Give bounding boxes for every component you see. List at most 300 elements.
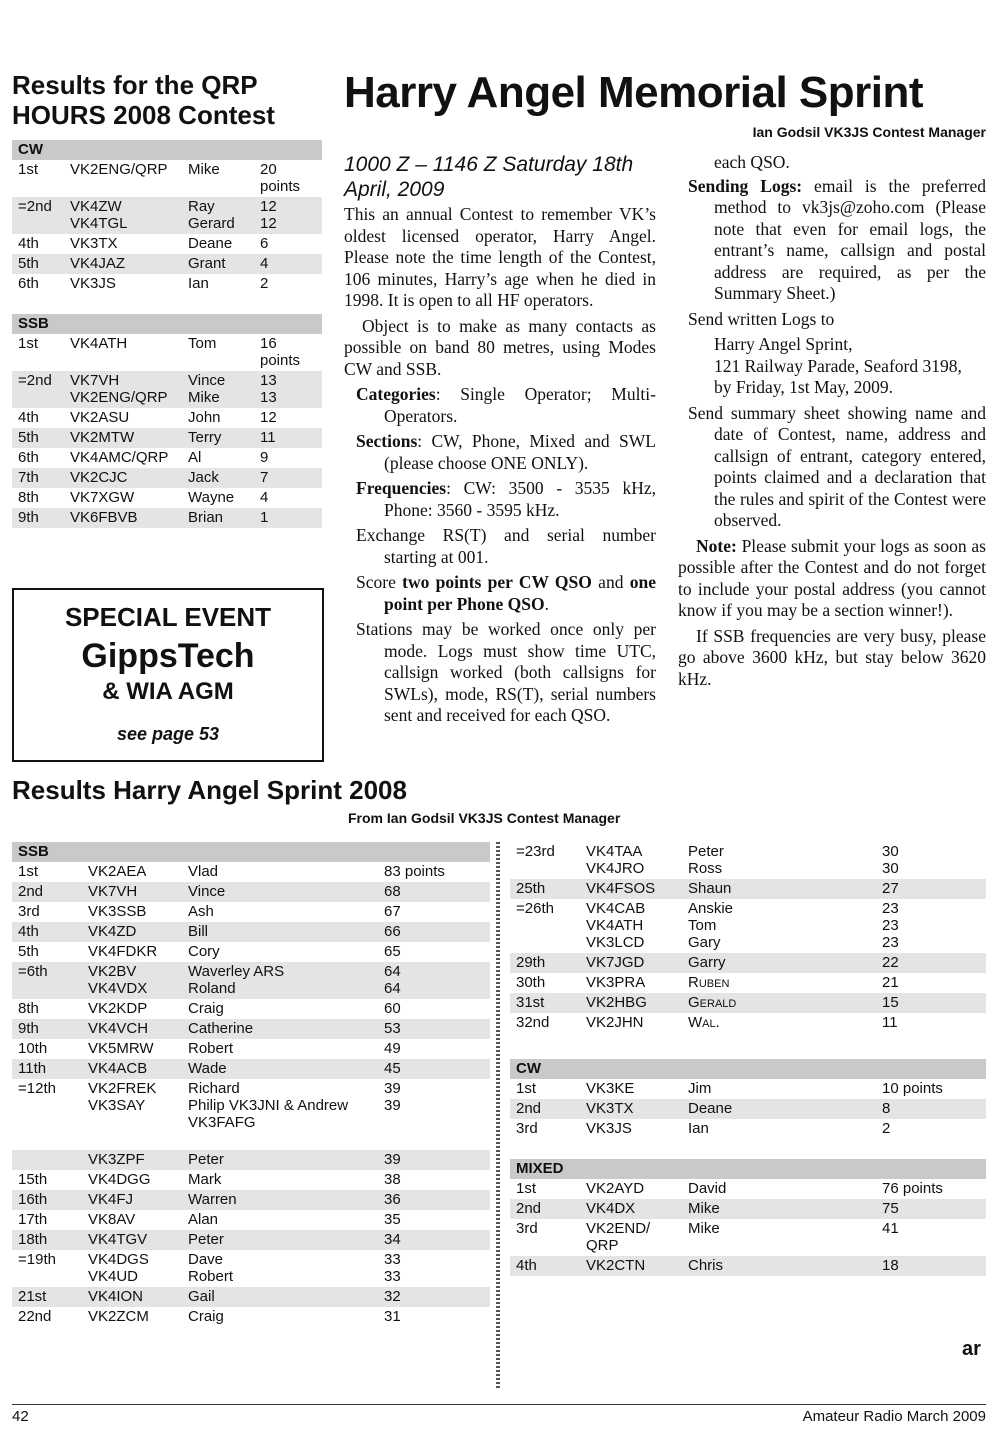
article-byline: Ian Godsil VK3JS Contest Manager: [752, 124, 986, 140]
callsign-cell: [70, 371, 188, 408]
callsign: VK4FDKR: [88, 943, 158, 960]
name: Gary: [688, 934, 721, 951]
place: 10th: [18, 1040, 48, 1057]
name: Deane: [688, 1100, 733, 1117]
callsign-cell: [586, 1099, 688, 1119]
callsign: VK3LCD: [586, 934, 645, 951]
place: 22nd: [18, 1308, 52, 1325]
score: 53: [384, 1020, 401, 1037]
callsign: VK4VDX: [88, 980, 148, 997]
name-cell: [188, 488, 260, 508]
table-row: [510, 1179, 986, 1199]
article-written-logs: Send written Logs to: [688, 308, 835, 329]
name-cell: [188, 254, 260, 274]
place-cell: [510, 842, 586, 879]
table-row: [12, 1079, 490, 1150]
table-row: [12, 942, 490, 962]
score: 2: [882, 1120, 891, 1137]
callsign-cell: [586, 1079, 688, 1099]
callsign: VK4ION: [88, 1288, 144, 1305]
place-cell: [12, 1250, 88, 1287]
score: points: [260, 178, 301, 195]
score-cell: [260, 334, 322, 371]
callsign: VK3SAY: [88, 1097, 146, 1114]
place: 9th: [18, 509, 39, 526]
callsign-cell: [88, 1170, 188, 1190]
callsign: VK2CTN: [586, 1257, 646, 1274]
table-row: [12, 999, 490, 1019]
score: 35: [384, 1211, 401, 1228]
callsign-cell: [88, 942, 188, 962]
table-row: [12, 1039, 490, 1059]
callsign-cell: [70, 197, 188, 234]
place: 3rd: [516, 1220, 538, 1237]
place-cell: [12, 1190, 88, 1210]
name: Robert: [188, 1040, 234, 1057]
callsign: VK2ASU: [70, 409, 130, 426]
score: 4: [260, 489, 269, 506]
callsign: VK2JHN: [586, 1014, 644, 1031]
score: 83 points: [384, 863, 445, 880]
callsign-cell: [70, 468, 188, 488]
place-cell: [12, 468, 70, 488]
score-cell: [882, 842, 986, 879]
table-row: [12, 371, 322, 408]
name: VK3FAFG: [188, 1114, 256, 1131]
score-cell: [260, 234, 322, 254]
place: 6th: [18, 275, 39, 292]
place: 6th: [18, 449, 39, 466]
score-cell: [260, 468, 322, 488]
callsign: VK5MRW: [88, 1040, 154, 1057]
score: 36: [384, 1191, 401, 1208]
score-mid: and: [591, 572, 630, 592]
qrp-results: [12, 140, 322, 528]
place-cell: [510, 993, 586, 1013]
callsign-cell: [70, 408, 188, 428]
table-row: [12, 197, 322, 234]
place: 1st: [18, 335, 39, 352]
place: 4th: [18, 235, 39, 252]
place-cell: [12, 902, 88, 922]
table-row: [12, 1230, 490, 1250]
place-cell: [12, 371, 70, 408]
name-cell: [188, 862, 384, 882]
score: 12: [260, 198, 277, 215]
callsign: VK2AEA: [88, 863, 147, 880]
score-cell: [882, 1013, 986, 1033]
score: 38: [384, 1171, 401, 1188]
score-cell: [882, 1079, 986, 1099]
score: points: [260, 352, 301, 369]
place-cell: [12, 1039, 88, 1059]
callsign-cell: [586, 879, 688, 899]
table-row: [510, 1119, 986, 1139]
callsign-cell: [70, 428, 188, 448]
name: Mark: [188, 1171, 222, 1188]
score: 39: [384, 1097, 401, 1114]
name: Catherine: [188, 1020, 254, 1037]
article-categories: [344, 384, 656, 427]
name: Gerard: [188, 215, 235, 232]
score: 12: [260, 215, 277, 232]
place-cell: [12, 1079, 88, 1150]
place: 17th: [18, 1211, 48, 1228]
callsign-cell: [70, 448, 188, 468]
score-cell: [882, 973, 986, 993]
article-sections: [344, 431, 656, 474]
name-cell: [188, 1190, 384, 1210]
name: Anskie: [688, 900, 734, 917]
score: 13: [260, 372, 277, 389]
score-cell: [882, 879, 986, 899]
score-cell: [384, 922, 490, 942]
callsign: VK7JGD: [586, 954, 645, 971]
score: 31: [384, 1308, 401, 1325]
callsign: VK2FREK: [88, 1080, 157, 1097]
place-cell: [510, 953, 586, 973]
note-label: Note:: [696, 535, 737, 556]
name: Peter: [688, 843, 724, 860]
name-cell: [188, 428, 260, 448]
name: Mike: [188, 161, 220, 178]
name: [688, 1237, 882, 1254]
address-line3: by Friday, 1st May, 2009.: [714, 377, 894, 397]
name-cell: [188, 197, 260, 234]
name-cell: [688, 953, 882, 973]
sections-label: Sections: [356, 431, 418, 451]
name: Terry: [188, 429, 222, 446]
score: 49: [384, 1040, 401, 1057]
name: Dave: [188, 1251, 224, 1268]
name: Ross: [688, 860, 723, 877]
table-row: [12, 902, 490, 922]
place-cell: [12, 922, 88, 942]
place: 30th: [516, 974, 546, 991]
callsign-cell: [88, 882, 188, 902]
place-cell: [12, 428, 70, 448]
score: 15: [882, 994, 899, 1011]
score-cell: [384, 1230, 490, 1250]
name-cell: [688, 1119, 882, 1139]
name-cell: [188, 160, 260, 197]
frequencies-text: : CW: 3500 - 3535 kHz, Phone: 3560 - 3595 kHz.: [384, 478, 656, 520]
name-cell: [188, 902, 384, 922]
name-cell: [188, 962, 384, 999]
place: 29th: [516, 954, 546, 971]
score: 34: [384, 1231, 401, 1248]
score-cell: [260, 371, 322, 408]
callsign: VK4JRO: [586, 860, 645, 877]
table-row: [12, 160, 322, 197]
place: 8th: [18, 489, 39, 506]
article-note: [678, 536, 986, 622]
table-row: [12, 468, 322, 488]
score: 27: [882, 880, 899, 897]
score-cell: [260, 254, 322, 274]
frequencies-label: Frequencies: [356, 478, 447, 498]
name: Jack: [188, 469, 219, 486]
name-cell: [188, 922, 384, 942]
name: Craig: [188, 1308, 224, 1325]
score-cell: [384, 1019, 490, 1039]
results-ssb-continued-table: [510, 842, 986, 1033]
article-exchange: Exchange RS(T) and serial number starting at 001.: [356, 525, 656, 567]
place-cell: [12, 882, 88, 902]
place: 4th: [516, 1257, 537, 1274]
name-cell: [188, 1210, 384, 1230]
score: 10 points: [882, 1080, 943, 1097]
name: [188, 1131, 384, 1148]
callsign: VK4DGS: [88, 1251, 149, 1268]
score-cell: [882, 1199, 986, 1219]
place: 2nd: [516, 1100, 542, 1117]
address-line2: 121 Railway Parade, Seaford 3198,: [714, 355, 962, 376]
score-cell: [384, 1039, 490, 1059]
place-cell: [510, 1179, 586, 1199]
place-cell: [12, 254, 70, 274]
callsign: VK2ENG/QRP: [70, 389, 168, 406]
score-cell: [882, 1179, 986, 1199]
score: 22: [882, 954, 899, 971]
special-event-name: GippsTech: [81, 637, 255, 675]
score-cell: [260, 428, 322, 448]
name: Vince: [188, 883, 226, 900]
place-cell: [12, 448, 70, 468]
name-cell: [188, 274, 260, 294]
name: Tom: [188, 335, 217, 352]
score-cell: [882, 1119, 986, 1139]
score-cell: [260, 408, 322, 428]
callsign: VK4JAZ: [70, 255, 126, 272]
score: 30: [882, 860, 899, 877]
name-cell: [188, 1230, 384, 1250]
callsign: VK4ZW: [70, 198, 122, 215]
callsign: VK3TX: [70, 235, 118, 252]
callsign-cell: [586, 842, 688, 879]
callsign-cell: [88, 1039, 188, 1059]
name-cell: [188, 408, 260, 428]
table-row: [12, 962, 490, 999]
table-row: [12, 274, 322, 294]
callsign-cell: [70, 160, 188, 197]
place: =2nd: [18, 198, 52, 215]
score: 66: [384, 923, 401, 940]
results-2008-left: [12, 842, 490, 1327]
table-row: [12, 1287, 490, 1307]
callsign: VK2BV: [88, 963, 137, 980]
name: Warren: [188, 1191, 237, 1208]
place: 1st: [516, 1180, 537, 1197]
name: Gerald: [688, 994, 737, 1011]
name-cell: [188, 334, 260, 371]
place-cell: [510, 1099, 586, 1119]
article-busy: If SSB frequencies are very busy, please go above 3600 kHz, but stay below 3620 kHz.: [678, 625, 986, 689]
callsign: VK3JS: [586, 1120, 632, 1137]
score: 75: [882, 1200, 899, 1217]
column-divider: [496, 842, 500, 1390]
callsign-cell: [88, 999, 188, 1019]
name: Richard: [188, 1080, 240, 1097]
place-cell: [12, 942, 88, 962]
name: Wayne: [188, 489, 235, 506]
callsign: VK2END/: [586, 1220, 651, 1237]
place: =19th: [18, 1251, 56, 1268]
callsign: VK4VCH: [88, 1020, 149, 1037]
results-2008-right: [510, 842, 986, 1276]
score: [384, 1131, 490, 1148]
score-cell: [882, 1099, 986, 1119]
callsign-cell: [586, 899, 688, 953]
table-row: [12, 428, 322, 448]
name: Ian: [688, 1120, 709, 1137]
place: =26th: [516, 900, 554, 917]
place-cell: [510, 1119, 586, 1139]
name: Mike: [688, 1200, 720, 1217]
results-ssb-header: SSB: [12, 842, 490, 862]
callsign-cell: [586, 1256, 688, 1276]
score-cell: [384, 902, 490, 922]
score-cell: [384, 1079, 490, 1150]
name: Peter: [188, 1151, 224, 1168]
callsign-cell: [88, 1190, 188, 1210]
score: 11: [260, 429, 276, 446]
article-intro: This an annual Contest to remember VK’s oldest licensed operator, Harry Angel. Please note the time length of the Contest, 106 minutes, Harry’s age when he died in 1998. It is open to all HF operators.: [344, 204, 656, 310]
callsign: VK6FBVB: [70, 509, 138, 526]
callsign: VK4DX: [586, 1200, 636, 1217]
place: 25th: [516, 880, 546, 897]
place-cell: [510, 1079, 586, 1099]
name: Brian: [188, 509, 224, 526]
name: Wal.: [688, 1014, 720, 1031]
name: Mike: [188, 389, 220, 406]
table-row: [12, 1170, 490, 1190]
special-event-heading: SPECIAL EVENT: [64, 602, 272, 632]
score-cell: [882, 1256, 986, 1276]
callsign: VK2MTW: [70, 429, 135, 446]
table-row: [12, 1150, 490, 1170]
place: 31st: [516, 994, 545, 1011]
place: 5th: [18, 255, 39, 272]
score: 20: [260, 161, 277, 178]
sections-text: : CW, Phone, Mixed and SWL (please choose ONE ONLY).: [384, 431, 656, 473]
score: 12: [260, 409, 277, 426]
place: 7th: [18, 469, 39, 486]
callsign: VK4AMC/QRP: [70, 449, 169, 466]
score-post: .: [544, 593, 549, 614]
name: Al: [188, 449, 202, 466]
callsign-cell: [88, 1019, 188, 1039]
score: 64: [384, 963, 401, 980]
score: 23: [882, 917, 899, 934]
name-cell: [188, 468, 260, 488]
article-stations: Stations may be worked once only per mode. Logs must show time UTC, callsign worked (both callsigns for SWLs), mode, RS(T), serial numbers sent and received for each QSO.: [356, 619, 656, 725]
place: =6th: [18, 963, 48, 980]
place-cell: [12, 334, 70, 371]
callsign: VK4ATH: [586, 917, 644, 934]
article-score: [344, 572, 656, 615]
name: Craig: [188, 1000, 224, 1017]
place-cell: [510, 879, 586, 899]
callsign: VK7VH: [70, 372, 120, 389]
callsign: VK2ENG/QRP: [70, 161, 168, 178]
callsign-cell: [88, 1307, 188, 1327]
callsign: VK3ZPF: [88, 1151, 145, 1168]
table-row: [510, 1199, 986, 1219]
place: 11th: [18, 1060, 47, 1077]
table-row: [12, 234, 322, 254]
qrp-title-line2: HOURS 2008 Contest: [12, 100, 275, 130]
table-row: [12, 1190, 490, 1210]
score-cell: [260, 160, 322, 197]
score-cell: [384, 1170, 490, 1190]
score: 65: [384, 943, 401, 960]
place-cell: [12, 1150, 88, 1170]
score-cell: [260, 448, 322, 468]
name-cell: [188, 1019, 384, 1039]
callsign: QRP: [586, 1237, 619, 1254]
place: 4th: [18, 409, 39, 426]
score: 45: [384, 1060, 401, 1077]
article-column-right: [678, 152, 986, 694]
place: =12th: [18, 1080, 56, 1097]
results-ssb-table: [12, 862, 490, 1327]
place-cell: [12, 274, 70, 294]
table-row: [510, 1079, 986, 1099]
place-cell: [12, 962, 88, 999]
score: [384, 1114, 490, 1131]
table-row: [510, 899, 986, 953]
name: Tom: [688, 917, 717, 934]
place: 2nd: [516, 1200, 542, 1217]
name-cell: [188, 1150, 384, 1170]
name: Cory: [188, 943, 220, 960]
results-mixed-header: MIXED: [510, 1159, 986, 1179]
callsign-cell: [70, 254, 188, 274]
table-row: [510, 1099, 986, 1119]
score: 16: [260, 335, 277, 352]
name-cell: [188, 371, 260, 408]
score-cell: [882, 993, 986, 1013]
name-cell: [188, 999, 384, 1019]
score: [882, 1237, 986, 1254]
name: Peter: [188, 1231, 224, 1248]
score-cell: [384, 1307, 490, 1327]
place-cell: [510, 973, 586, 993]
callsign: VK4CAB: [586, 900, 646, 917]
name: Bill: [188, 923, 209, 940]
table-row: [12, 448, 322, 468]
score-cell: [384, 1210, 490, 1230]
name-cell: [188, 1287, 384, 1307]
address-line1: Harry Angel Sprint,: [714, 334, 853, 354]
place: 9th: [18, 1020, 39, 1037]
score-cell: [384, 1190, 490, 1210]
table-row: [12, 508, 322, 528]
page-number: 42: [12, 1408, 29, 1425]
place: 18th: [18, 1231, 48, 1248]
place-cell: [12, 1019, 88, 1039]
callsign-cell: [586, 973, 688, 993]
callsign: VK3KE: [586, 1080, 635, 1097]
score-cell: [384, 942, 490, 962]
callsign-cell: [586, 953, 688, 973]
qrp-ssb-header: SSB: [12, 314, 322, 334]
callsign-cell: [586, 1199, 688, 1219]
name-cell: [688, 1079, 882, 1099]
place: 5th: [18, 429, 39, 446]
name: Ruben: [688, 974, 730, 991]
